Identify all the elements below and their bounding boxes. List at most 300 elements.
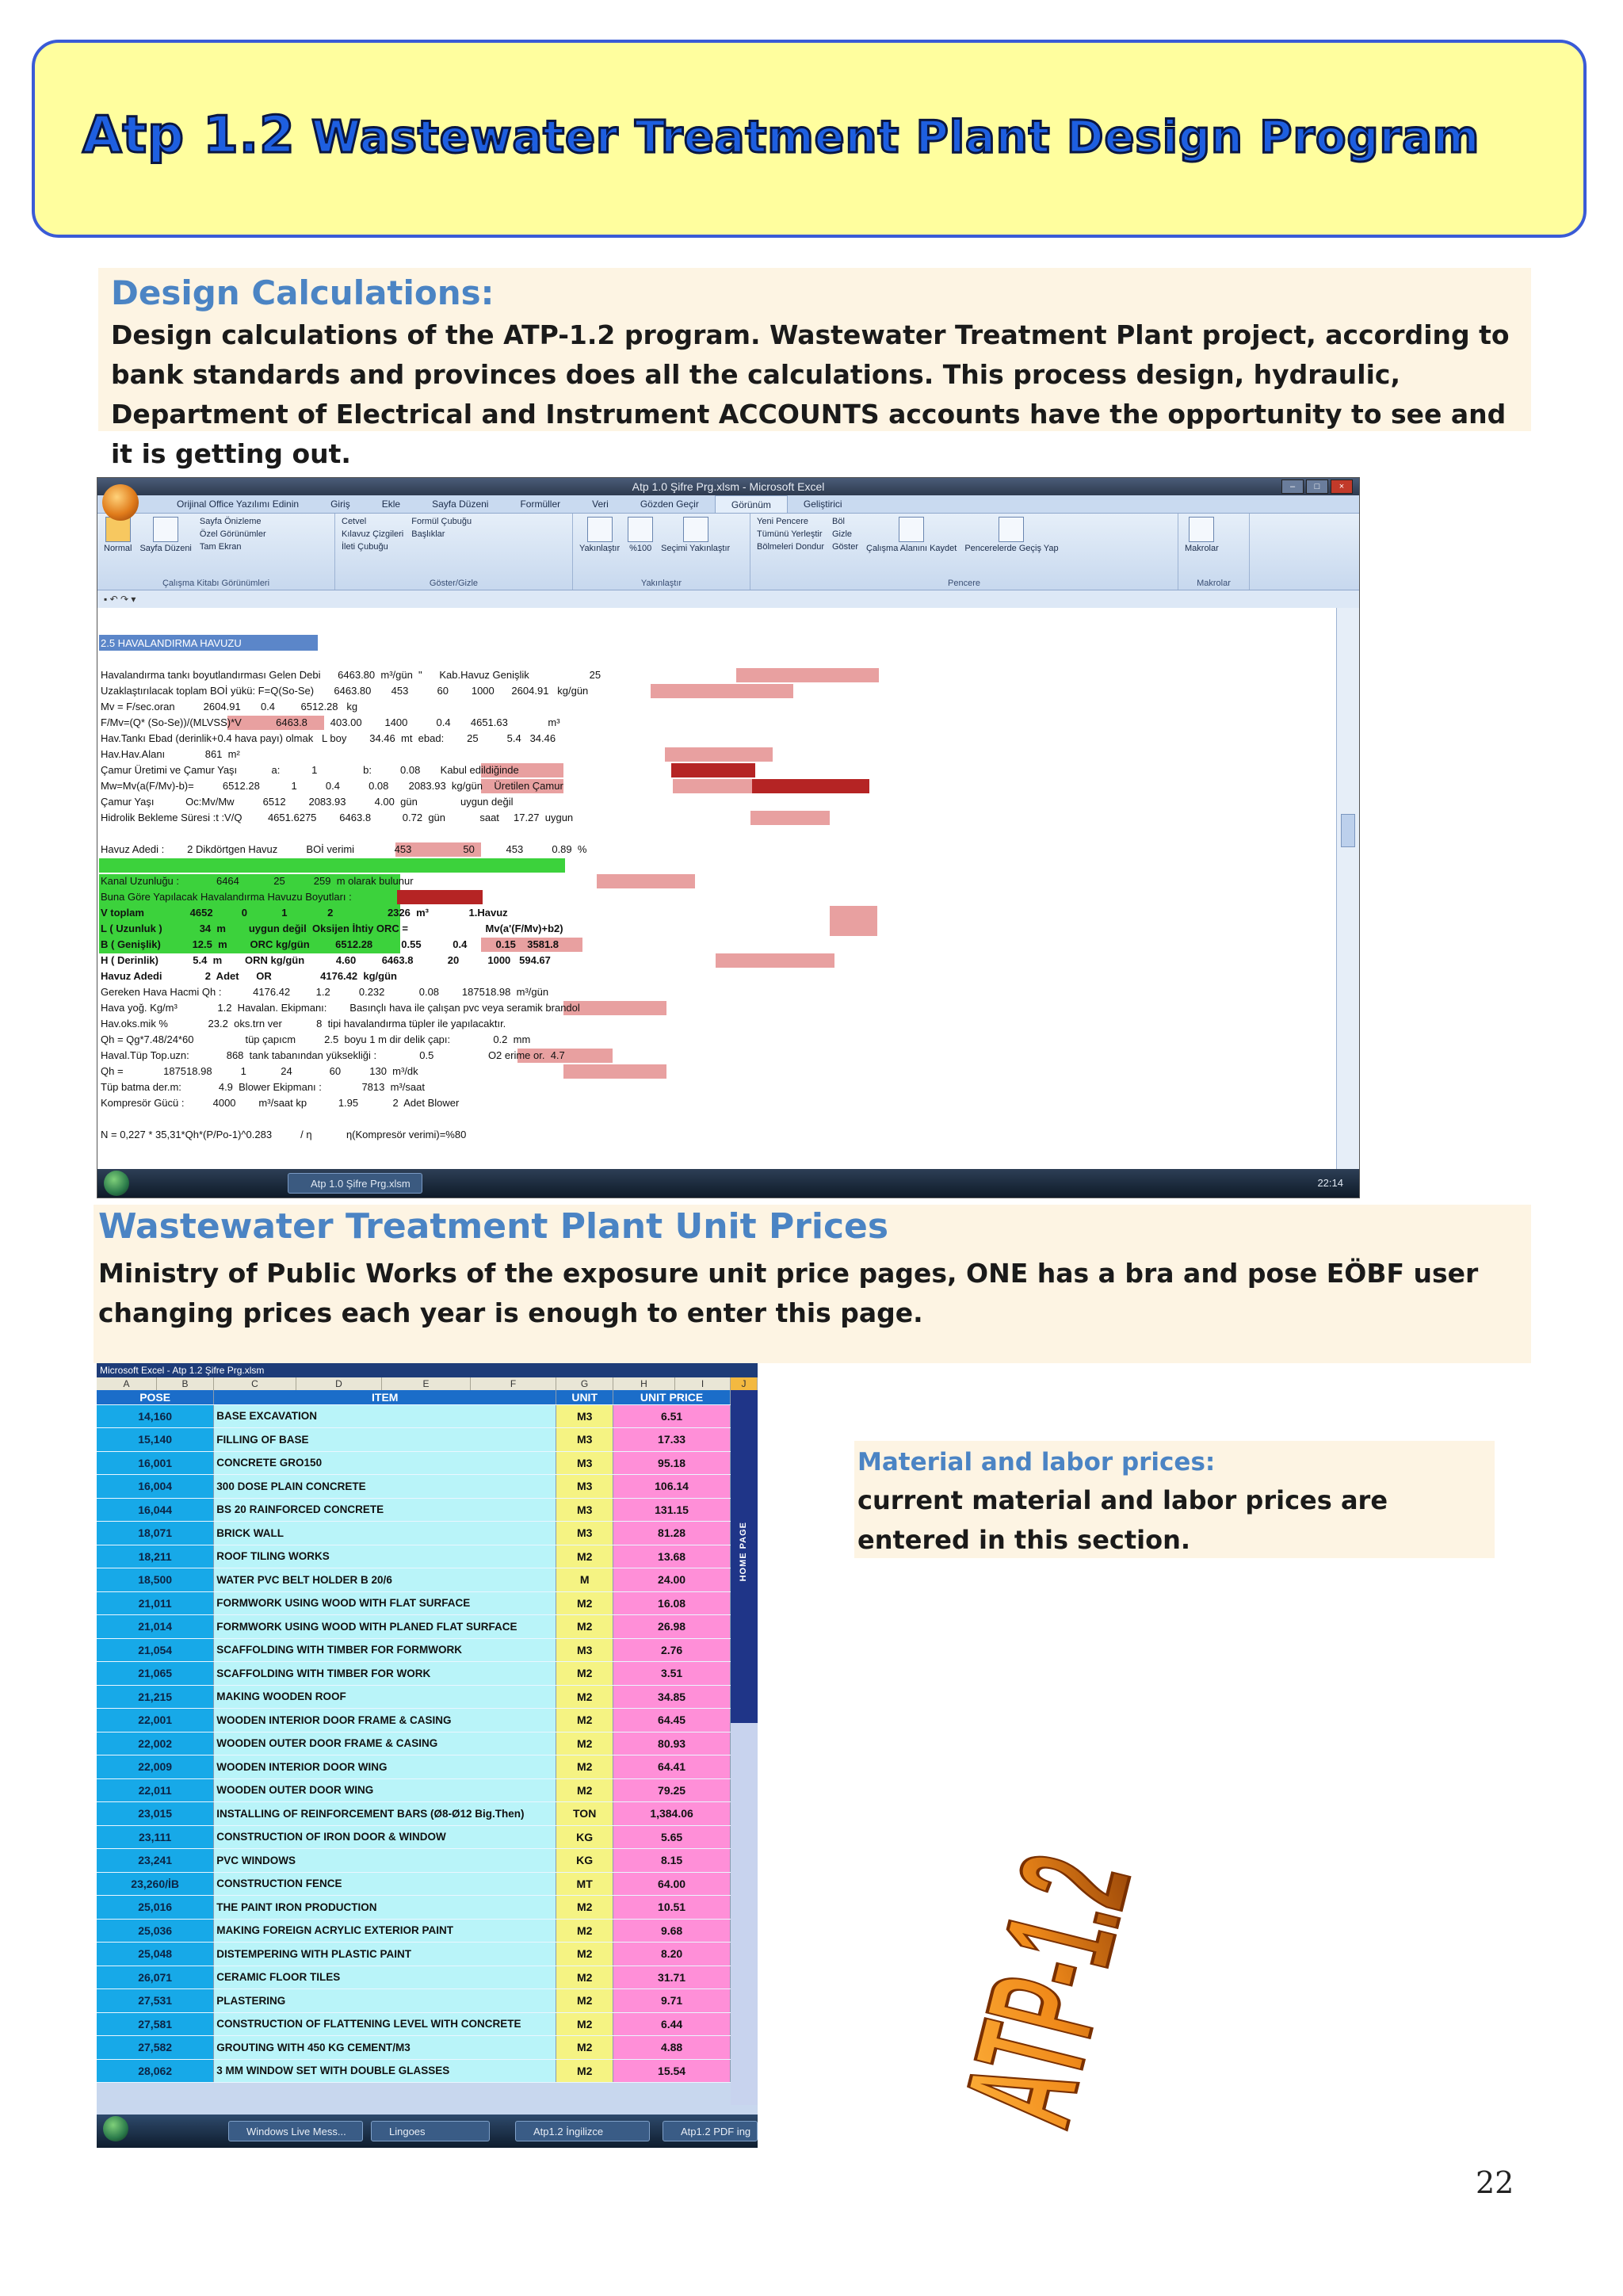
unit-header: UNIT xyxy=(556,1390,613,1404)
ribbon-tabs xyxy=(97,495,1359,514)
pose-cell[interactable]: 22,009 xyxy=(97,1755,214,1779)
worksheet-row: Mw=Mv(a(F/Mv)-b)= 6512.28 1 0.4 0.08 2083.93 kg/gün Üretilen Çamur xyxy=(101,780,563,792)
close-icon[interactable]: × xyxy=(1331,479,1353,494)
pose-cell[interactable]: 25,016 xyxy=(97,1896,214,1920)
group-label: Göster/Gizle xyxy=(429,579,479,588)
table-row[interactable] xyxy=(97,2012,731,2036)
unit-cell[interactable]: M3 xyxy=(556,1475,613,1499)
message-bar-checkbox[interactable]: İleti Çubuğu xyxy=(342,542,388,552)
price-cell[interactable]: 26.98 xyxy=(613,1615,731,1639)
material-labor-panel xyxy=(854,1441,1495,1558)
group-zoom xyxy=(573,514,750,590)
pose-cell[interactable]: 25,048 xyxy=(97,1943,214,1966)
unit-cell[interactable]: M2 xyxy=(556,1709,613,1733)
unit-cell[interactable]: M2 xyxy=(556,1662,613,1686)
zoom-100-icon xyxy=(628,517,653,542)
table-row[interactable] xyxy=(97,1802,731,1826)
customize-toolbar-icon[interactable]: ▾ xyxy=(131,594,136,605)
item-cell[interactable]: CONSTRUCTION FENCE xyxy=(214,1872,556,1896)
tab-view[interactable]: Görünüm xyxy=(715,495,788,513)
unit-price-table xyxy=(97,1390,731,2083)
save-workspace-icon xyxy=(899,517,924,542)
table-row[interactable] xyxy=(97,1591,731,1615)
item-cell[interactable]: CONSTRUCTION OF FLATTENING LEVEL WITH CONCRETE xyxy=(214,2012,556,2036)
zoom-selection-icon xyxy=(683,517,708,542)
table-row[interactable] xyxy=(97,1872,731,1896)
table-row[interactable] xyxy=(97,1685,731,1709)
worksheet-row: Havuz Adedi 2 Adet OR 4176.42 kg/gün xyxy=(101,970,397,982)
table-row[interactable] xyxy=(97,2036,731,2060)
vertical-scrollbar[interactable] xyxy=(1336,608,1359,1169)
pose-cell[interactable]: 23,015 xyxy=(97,1802,214,1826)
table-row[interactable] xyxy=(97,1662,731,1686)
tab-insert[interactable]: Ekle xyxy=(381,499,401,510)
pose-cell[interactable]: 26,071 xyxy=(97,1966,214,1989)
item-cell[interactable]: BRICK WALL xyxy=(214,1522,556,1545)
design-calculations-panel xyxy=(98,268,1531,469)
item-cell[interactable]: WOODEN INTERIOR DOOR WING xyxy=(214,1755,556,1779)
ribbon xyxy=(97,514,1359,590)
worksheet[interactable] xyxy=(97,608,1337,1169)
clock: 22:14 xyxy=(1317,1177,1343,1189)
highlight-cell xyxy=(736,668,879,682)
table-row[interactable] xyxy=(97,1896,731,1920)
worksheet-row: Kompresör Gücü : 4000 m³/saat kp 1.95 2 Adet Blower xyxy=(101,1097,460,1109)
highlight-cell xyxy=(750,811,830,825)
split-button[interactable]: Böl xyxy=(831,517,845,526)
item-cell[interactable]: FORMWORK USING WOOD WITH FLAT SURFACE xyxy=(214,1591,556,1615)
unit-cell[interactable]: M3 xyxy=(556,1404,613,1428)
page-number: 22 xyxy=(1476,2165,1514,2200)
new-window-button[interactable]: Yeni Pencere xyxy=(757,517,809,526)
pose-cell[interactable]: 14,160 xyxy=(97,1404,214,1428)
unit-cell[interactable]: M2 xyxy=(556,1989,613,2013)
price-cell[interactable]: 4.88 xyxy=(613,2036,731,2060)
worksheet-row: H ( Derinlik) 5.4 m ORN kg/gün 4.60 6463.8 20 1000 594.67 xyxy=(101,954,551,966)
table-row[interactable] xyxy=(97,1755,731,1779)
item-cell[interactable]: BASE EXCAVATION xyxy=(214,1404,556,1428)
unit-cell[interactable]: M2 xyxy=(556,1545,613,1568)
table-row[interactable] xyxy=(97,1545,731,1568)
page-break-preview-button[interactable]: Sayfa Önizleme xyxy=(199,517,262,526)
highlight-cell xyxy=(651,684,793,698)
price-cell[interactable]: 106.14 xyxy=(613,1475,731,1499)
worksheet-row: Tüp batma der.m: 4.9 Blower Ekipmanı : 7813 m³/saat xyxy=(101,1081,425,1093)
pose-cell[interactable]: 23,260/İB xyxy=(97,1872,214,1896)
unit-cell[interactable]: M3 xyxy=(556,1498,613,1522)
unit-cell[interactable]: M2 xyxy=(556,1966,613,1989)
warning-cell xyxy=(397,890,483,904)
item-cell[interactable]: DISTEMPERING WITH PLASTIC PAINT xyxy=(214,1943,556,1966)
tab-page-layout[interactable]: Sayfa Düzeni xyxy=(432,499,489,510)
worksheet-row: Hav.Tankı Ebad (derinlik+0.4 hava payı) olmak L boy 34.46 mt ebad: 25 5.4 34.46 xyxy=(101,732,556,744)
worksheet-row: Hav.oks.mik % 23.2 oks.trn ver 8 tipi havalandırma tüpler ile yapılacaktır. xyxy=(101,1018,506,1030)
home-page-button[interactable]: HOME PAGE xyxy=(739,1522,748,1582)
price-cell[interactable]: 1,384.06 xyxy=(613,1802,731,1826)
unit-cell[interactable]: M2 xyxy=(556,1943,613,1966)
page-title xyxy=(82,106,1556,165)
pose-cell[interactable]: 16,001 xyxy=(97,1451,214,1475)
worksheet-row: F/Mv=(Q* (So-Se))/(MLVSS)*V 6463.8 403.00 1400 0.4 4651.63 m³ xyxy=(101,716,560,728)
worksheet-row: Haval.Tüp Top.uzn: 868 tank tabanından yüksekliği : 0.5 O2 erime or. 4.7 xyxy=(101,1049,565,1061)
price-cell[interactable]: 95.18 xyxy=(613,1451,731,1475)
item-cell[interactable]: SCAFFOLDING WITH TIMBER FOR WORK xyxy=(214,1662,556,1686)
pose-cell[interactable]: 21,054 xyxy=(97,1638,214,1662)
worksheet-row: Qh = Qg*7.48/24*60 tüp çapıcm 2.5 boyu 1 m dir delik çapı: 0.2 mm xyxy=(101,1033,531,1045)
table-row[interactable] xyxy=(97,1451,731,1475)
atp-wordart-logo xyxy=(932,1840,1280,2148)
item-cell[interactable]: CONSTRUCTION OF IRON DOOR & WINDOW xyxy=(214,1825,556,1849)
group-macros xyxy=(1178,514,1250,590)
warning-cell xyxy=(671,763,755,777)
office-button-icon[interactable] xyxy=(102,484,139,521)
page-layout-button[interactable]: Sayfa Düzeni xyxy=(139,517,191,553)
highlight-cell xyxy=(716,953,834,968)
column-header[interactable]: I xyxy=(675,1377,731,1390)
unit-cell[interactable]: M3 xyxy=(556,1428,613,1452)
unit-prices-panel xyxy=(94,1205,1531,1363)
price-cell[interactable]: 79.25 xyxy=(613,1778,731,1802)
side-panel-lower xyxy=(731,1723,758,2105)
table-row[interactable] xyxy=(97,1615,731,1639)
price-cell[interactable]: 81.28 xyxy=(613,1522,731,1545)
worksheet-row: V toplam 4652 0 1 2 2326 m³ 1.Havuz xyxy=(101,907,508,919)
ruler-checkbox[interactable]: Cetvel xyxy=(342,517,367,526)
taskbar-lingoes-button[interactable]: Lingoes xyxy=(371,2121,490,2141)
pose-cell[interactable]: 28,062 xyxy=(97,2059,214,2083)
full-screen-button[interactable]: Tam Ekran xyxy=(199,542,242,552)
table-row[interactable] xyxy=(97,1428,731,1452)
worksheet-row: B ( Genişlik) 12.5 m ORC kg/gün 6512.28 0.55 0.4 0.15 3581.8 xyxy=(101,938,559,950)
item-cell[interactable]: MAKING FOREIGN ACRYLIC EXTERIOR PAINT xyxy=(214,1919,556,1943)
title-version: Atp 1.2 xyxy=(82,106,296,165)
item-cell[interactable]: 300 DOSE PLAIN CONCRETE xyxy=(214,1475,556,1499)
unit-cell[interactable]: M2 xyxy=(556,1732,613,1755)
unhide-button[interactable]: Göster xyxy=(831,542,858,552)
taskbar-excel-button[interactable]: Atp 1.0 Şifre Prg.xlsm xyxy=(288,1173,422,1194)
price-cell[interactable]: 24.00 xyxy=(613,1568,731,1592)
window-controls xyxy=(1281,479,1353,494)
pose-cell[interactable]: 21,215 xyxy=(97,1685,214,1709)
pose-cell[interactable]: 16,044 xyxy=(97,1498,214,1522)
highlight-cell xyxy=(665,747,773,762)
worksheet-row: Çamur Üretimi ve Çamur Yaşı a: 1 b: 0.08 Kabul edildiğinde xyxy=(101,764,519,776)
unit-cell[interactable]: M3 xyxy=(556,1522,613,1545)
pose-header: POSE xyxy=(97,1390,214,1404)
page-layout-icon xyxy=(153,517,178,542)
unit-cell[interactable]: M3 xyxy=(556,1638,613,1662)
item-cell[interactable]: WOODEN OUTER DOOR WING xyxy=(214,1778,556,1802)
item-cell[interactable]: FILLING OF BASE xyxy=(214,1428,556,1452)
price-cell[interactable]: 17.33 xyxy=(613,1428,731,1452)
column-header[interactable]: D xyxy=(296,1377,382,1390)
windows-taskbar xyxy=(97,1169,1359,1198)
unit-cell[interactable]: M2 xyxy=(556,2012,613,2036)
pose-cell[interactable]: 27,582 xyxy=(97,2036,214,2060)
price-cell[interactable]: 64.41 xyxy=(613,1755,731,1779)
tab-office[interactable]: Orijinal Office Yazılımı Edinin xyxy=(177,499,300,510)
worksheet-row: Hidrolik Bekleme Süresi :t :V/Q 4651.6275 6463.8 0.72 gün saat 17.27 uygun xyxy=(101,812,574,823)
design-calculations-text: Design calculations of the ATP-1.2 program. Wastewater Treatment Plant project, according to bank standards and provinces does all the calculations. This process design, hydraulic, Department of Electrical and Instrument ACCOUNTS accounts have the opportunity to see and it is getting out. xyxy=(111,319,1510,469)
zoom-button[interactable]: Yakınlaştır xyxy=(579,517,620,553)
highlight-cell xyxy=(830,906,877,936)
pose-cell[interactable]: 18,211 xyxy=(97,1545,214,1568)
table-row[interactable] xyxy=(97,1825,731,1849)
magnifier-icon xyxy=(587,517,613,542)
unit-cell[interactable]: KG xyxy=(556,1849,613,1873)
column-header[interactable]: E xyxy=(382,1377,471,1390)
item-cell[interactable]: PVC WINDOWS xyxy=(214,1849,556,1873)
worksheet-row: L ( Uzunluk ) 34 m uygun değil Oksijen İhtiy ORC = Mv(a'(F/Mv)+b2) xyxy=(101,923,563,934)
scroll-thumb[interactable] xyxy=(1341,814,1355,847)
table-row[interactable] xyxy=(97,1568,731,1592)
unit-cell[interactable]: M2 xyxy=(556,1919,613,1943)
item-cell[interactable]: WOODEN OUTER DOOR FRAME & CASING xyxy=(214,1732,556,1755)
price-cell[interactable]: 13.68 xyxy=(613,1545,731,1568)
pose-cell[interactable]: 22,011 xyxy=(97,1778,214,1802)
group-workbook-views xyxy=(97,514,335,590)
unit-cell[interactable]: M2 xyxy=(556,1591,613,1615)
worksheet-row: N = 0,227 * 35,31*Qh*(P/Po-1)^0.283 / η η(Kompresör verimi)=%80 xyxy=(101,1129,467,1140)
excel-title-bar xyxy=(97,478,1359,495)
switch-windows-icon xyxy=(999,517,1024,542)
unit-prices-text: Ministry of Public Works of the exposure unit price pages, ONE has a bra and pose EÖBF user changing prices each year is enough to enter this page. xyxy=(98,1258,1479,1328)
pose-cell[interactable]: 25,036 xyxy=(97,1919,214,1943)
excel-design-screenshot xyxy=(97,477,1360,1198)
unit-cell[interactable]: M3 xyxy=(556,1451,613,1475)
freeze-panes-button[interactable]: Bölmeleri Dondur xyxy=(757,542,824,552)
unit-cell[interactable]: M2 xyxy=(556,2036,613,2060)
table-row[interactable] xyxy=(97,1849,731,1873)
minimize-icon[interactable]: – xyxy=(1281,479,1304,494)
table-row[interactable] xyxy=(97,1919,731,1943)
worksheet-row: Hava yoğ. Kg/m³ 1.2 Havalan. Ekipmanı: Basınçlı hava ile çalışan pvc veya seramik brandol xyxy=(101,1002,580,1014)
column-header[interactable]: C xyxy=(214,1377,296,1390)
table-row[interactable] xyxy=(97,1404,731,1428)
pose-cell[interactable]: 23,111 xyxy=(97,1825,214,1849)
maximize-icon[interactable]: □ xyxy=(1306,479,1328,494)
price-cell[interactable]: 31.71 xyxy=(613,1966,731,1989)
highlight-cell xyxy=(597,874,695,888)
table-row[interactable] xyxy=(97,1943,731,1966)
table-row[interactable] xyxy=(97,1989,731,2013)
group-label: Çalışma Kitabı Görünümleri xyxy=(162,579,270,588)
design-calculations-heading: Design Calculations: xyxy=(111,273,495,312)
material-labor-text: current material and labor prices are entered in this section. xyxy=(857,1485,1388,1555)
gridlines-checkbox[interactable]: Kılavuz Çizgileri xyxy=(342,529,404,539)
pose-cell[interactable]: 27,581 xyxy=(97,2012,214,2036)
start-button-icon[interactable] xyxy=(103,2116,128,2141)
item-cell[interactable]: BS 20 RAINFORCED CONCRETE xyxy=(214,1498,556,1522)
group-label: Yakınlaştır xyxy=(640,579,682,588)
unit-cell[interactable]: MT xyxy=(556,1872,613,1896)
price-cell[interactable]: 6.44 xyxy=(613,2012,731,2036)
item-cell[interactable]: 3 MM WINDOW SET WITH DOUBLE GLASSES xyxy=(214,2059,556,2083)
section-title: 2.5 HAVALANDIRMA HAVUZU xyxy=(101,637,242,649)
pose-cell[interactable]: 15,140 xyxy=(97,1428,214,1452)
tab-home[interactable]: Giriş xyxy=(330,499,350,510)
column-headers xyxy=(97,1377,758,1390)
group-label: Pencere xyxy=(948,579,980,588)
unit-cell[interactable]: TON xyxy=(556,1802,613,1826)
taskbar-atp-english-button[interactable]: Atp1.2 İngilizce xyxy=(515,2121,650,2141)
price-cell[interactable]: 15.54 xyxy=(613,2059,731,2083)
custom-views-button[interactable]: Özel Görünümler xyxy=(199,529,266,539)
highlight-cell xyxy=(563,1064,666,1079)
unit-cell[interactable]: M2 xyxy=(556,1755,613,1779)
zoom-selection-button[interactable]: Seçimi Yakınlaştır xyxy=(661,517,730,553)
price-cell[interactable]: 64.45 xyxy=(613,1709,731,1733)
pose-cell[interactable]: 16,004 xyxy=(97,1475,214,1499)
price-cell[interactable]: 8.15 xyxy=(613,1849,731,1873)
price-cell[interactable]: 64.00 xyxy=(613,1872,731,1896)
excel-window-title: Atp 1.0 Şifre Prg.xlsm - Microsoft Excel xyxy=(632,480,825,493)
price-cell[interactable]: 6.51 xyxy=(613,1404,731,1428)
start-button-icon[interactable] xyxy=(104,1171,129,1196)
price-cell[interactable]: 9.68 xyxy=(613,1919,731,1943)
unit-cell[interactable]: M2 xyxy=(556,1896,613,1920)
pose-cell[interactable]: 22,001 xyxy=(97,1709,214,1733)
unit-cell[interactable]: M2 xyxy=(556,1615,613,1639)
price-cell[interactable]: 10.51 xyxy=(613,1896,731,1920)
worksheet-row: Kanal Uzunluğu : 6464 25 259 m olarak bulunur xyxy=(101,875,414,887)
worksheet-row: Buna Göre Yapılacak Havalandırma Havuzu Boyutları : xyxy=(101,891,352,903)
headings-checkbox[interactable]: Başlıklar xyxy=(411,529,445,539)
pose-cell[interactable]: 21,011 xyxy=(97,1591,214,1615)
unit-prices-heading: Wastewater Treatment Plant Unit Prices xyxy=(98,1206,889,1247)
item-cell[interactable]: CERAMIC FLOOR TILES xyxy=(214,1966,556,1989)
table-row[interactable] xyxy=(97,1498,731,1522)
table-row[interactable] xyxy=(97,1966,731,1989)
excel-unit-price-screenshot xyxy=(97,1363,758,2148)
item-cell[interactable]: THE PAINT IRON PRODUCTION xyxy=(214,1896,556,1920)
column-header[interactable]: H xyxy=(613,1377,675,1390)
price-cell[interactable]: 34.85 xyxy=(613,1685,731,1709)
switch-windows-button[interactable]: Pencerelerde Geçiş Yap xyxy=(964,517,1058,553)
price-cell[interactable]: 8.20 xyxy=(613,1943,731,1966)
table-row[interactable] xyxy=(97,1475,731,1499)
column-header[interactable]: B xyxy=(157,1377,214,1390)
item-cell[interactable]: CONCRETE GRO150 xyxy=(214,1451,556,1475)
tab-developer[interactable]: Geliştirici xyxy=(803,499,842,510)
hide-button[interactable]: Gizle xyxy=(831,529,853,539)
unit-cell[interactable]: M2 xyxy=(556,2059,613,2083)
pose-cell[interactable]: 23,241 xyxy=(97,1849,214,1873)
price-cell[interactable]: 5.65 xyxy=(613,1825,731,1849)
redo-icon[interactable]: ↷ xyxy=(120,594,129,605)
table-row[interactable] xyxy=(97,1709,731,1733)
table-header-row xyxy=(97,1390,731,1404)
item-cell[interactable]: WATER PVC BELT HOLDER B 20/6 xyxy=(214,1568,556,1592)
column-header[interactable]: G xyxy=(556,1377,613,1390)
worksheet-row: Havalandırma tankı boyutlandırması Gelen Debi 6463.80 m³/gün " Kab.Havuz Genişlik 25 xyxy=(101,669,601,681)
pose-cell[interactable]: 21,065 xyxy=(97,1662,214,1686)
item-cell[interactable]: FORMWORK USING WOOD WITH PLANED FLAT SURFACE xyxy=(214,1615,556,1639)
column-header[interactable]: J xyxy=(731,1377,758,1390)
pose-cell[interactable]: 27,531 xyxy=(97,1989,214,2013)
macros-icon xyxy=(1189,517,1214,542)
result-header-fill xyxy=(99,858,565,873)
tab-formulas[interactable]: Formüller xyxy=(520,499,561,510)
taskbar-messenger-button[interactable]: Windows Live Mess... xyxy=(228,2121,363,2141)
undo-icon[interactable]: ↶ xyxy=(109,594,118,605)
price-cell[interactable]: 3.51 xyxy=(613,1662,731,1686)
pose-cell[interactable]: 22,002 xyxy=(97,1732,214,1755)
status-cell xyxy=(752,779,869,793)
unit-cell[interactable]: M xyxy=(556,1568,613,1592)
taskbar-atp-pdf-button[interactable]: Atp1.2 PDF ing xyxy=(663,2121,758,2141)
item-cell[interactable]: ROOF TILING WORKS xyxy=(214,1545,556,1568)
price-cell[interactable]: 16.08 xyxy=(613,1591,731,1615)
unit-cell[interactable]: KG xyxy=(556,1825,613,1849)
item-cell[interactable]: MAKING WOODEN ROOF xyxy=(214,1685,556,1709)
table-row[interactable] xyxy=(97,1778,731,1802)
wordart-text: ATP-1.2 xyxy=(932,1840,1163,2141)
column-header[interactable]: F xyxy=(471,1377,556,1390)
table-row[interactable] xyxy=(97,1732,731,1755)
group-show-hide xyxy=(335,514,573,590)
group-window xyxy=(750,514,1178,590)
price-cell[interactable]: 2.76 xyxy=(613,1638,731,1662)
item-cell[interactable]: WOODEN INTERIOR DOOR FRAME & CASING xyxy=(214,1709,556,1733)
price-header: UNIT PRICE xyxy=(613,1390,731,1404)
price-cell[interactable]: 131.15 xyxy=(613,1498,731,1522)
title-text: Wastewater Treatment Plant Design Program xyxy=(311,112,1480,163)
unit-price-rows xyxy=(97,1404,731,2083)
formula-bar-checkbox[interactable]: Formül Çubuğu xyxy=(411,517,472,526)
tab-review[interactable]: Gözden Geçir xyxy=(640,499,699,510)
worksheet-row: Gereken Hava Hacmi Qh : 4176.42 1.2 0.232 0.08 187518.98 m³/gün xyxy=(101,986,549,998)
save-workspace-button[interactable]: Çalışma Alanını Kaydet xyxy=(866,517,957,553)
column-header[interactable]: A xyxy=(97,1377,157,1390)
arrange-all-button[interactable]: Tümünü Yerleştir xyxy=(757,529,823,539)
table-row[interactable] xyxy=(97,2059,731,2083)
pose-cell[interactable]: 21,014 xyxy=(97,1615,214,1639)
table-row[interactable] xyxy=(97,1638,731,1662)
save-icon[interactable]: ▪ xyxy=(104,594,108,605)
worksheet-row: Uzaklaştırılacak toplam BOİ yükü: F=Q(So-Se) 6463.80 453 60 1000 2604.91 kg/gün xyxy=(101,685,589,697)
highlight-cell xyxy=(673,779,752,793)
worksheet-row: Hav.Hav.Alanı 861 m² xyxy=(101,748,240,760)
item-cell[interactable]: INSTALLING OF REINFORCEMENT BARS (Ø8-Ø12 Big.Then) xyxy=(214,1802,556,1826)
price-cell[interactable]: 9.71 xyxy=(613,1989,731,2013)
worksheet-row: Havuz Adedi : 2 Dikdörtgen Havuz BOİ verimi 453 50 453 0.89 % xyxy=(101,843,587,855)
macros-button[interactable]: Makrolar xyxy=(1185,517,1219,553)
worksheet-row: Mv = F/sec.oran 2604.91 0.4 6512.28 kg xyxy=(101,701,358,712)
item-cell[interactable]: SCAFFOLDING WITH TIMBER FOR FORMWORK xyxy=(214,1638,556,1662)
quick-access-toolbar xyxy=(97,590,1359,609)
worksheet-row: Çamur Yaşı Oc:Mv/Mw 6512 2083.93 4.00 gün uygun değil xyxy=(101,796,514,808)
pose-cell[interactable]: 18,071 xyxy=(97,1522,214,1545)
tab-data[interactable]: Veri xyxy=(592,499,609,510)
item-cell[interactable]: PLASTERING xyxy=(214,1989,556,2013)
normal-view-button[interactable]: Normal xyxy=(104,517,132,553)
group-label: Makrolar xyxy=(1197,579,1231,588)
windows-taskbar xyxy=(97,2115,758,2148)
price-cell[interactable]: 80.93 xyxy=(613,1732,731,1755)
title-banner xyxy=(32,40,1587,238)
item-cell[interactable]: GROUTING WITH 450 KG CEMENT/M3 xyxy=(214,2036,556,2060)
item-header: ITEM xyxy=(214,1390,556,1404)
pose-cell[interactable]: 18,500 xyxy=(97,1568,214,1592)
unit-cell[interactable]: M2 xyxy=(556,1778,613,1802)
unit-cell[interactable]: M2 xyxy=(556,1685,613,1709)
material-labor-heading: Material and labor prices: xyxy=(857,1448,1216,1477)
zoom-100-button[interactable]: %100 xyxy=(628,517,653,553)
worksheet-row: Qh = 187518.98 1 24 60 130 m³/dk xyxy=(101,1065,418,1077)
table-row[interactable] xyxy=(97,1522,731,1545)
excel-window-title: Microsoft Excel - Atp 1.2 Şifre Prg.xlsm xyxy=(97,1363,758,1377)
